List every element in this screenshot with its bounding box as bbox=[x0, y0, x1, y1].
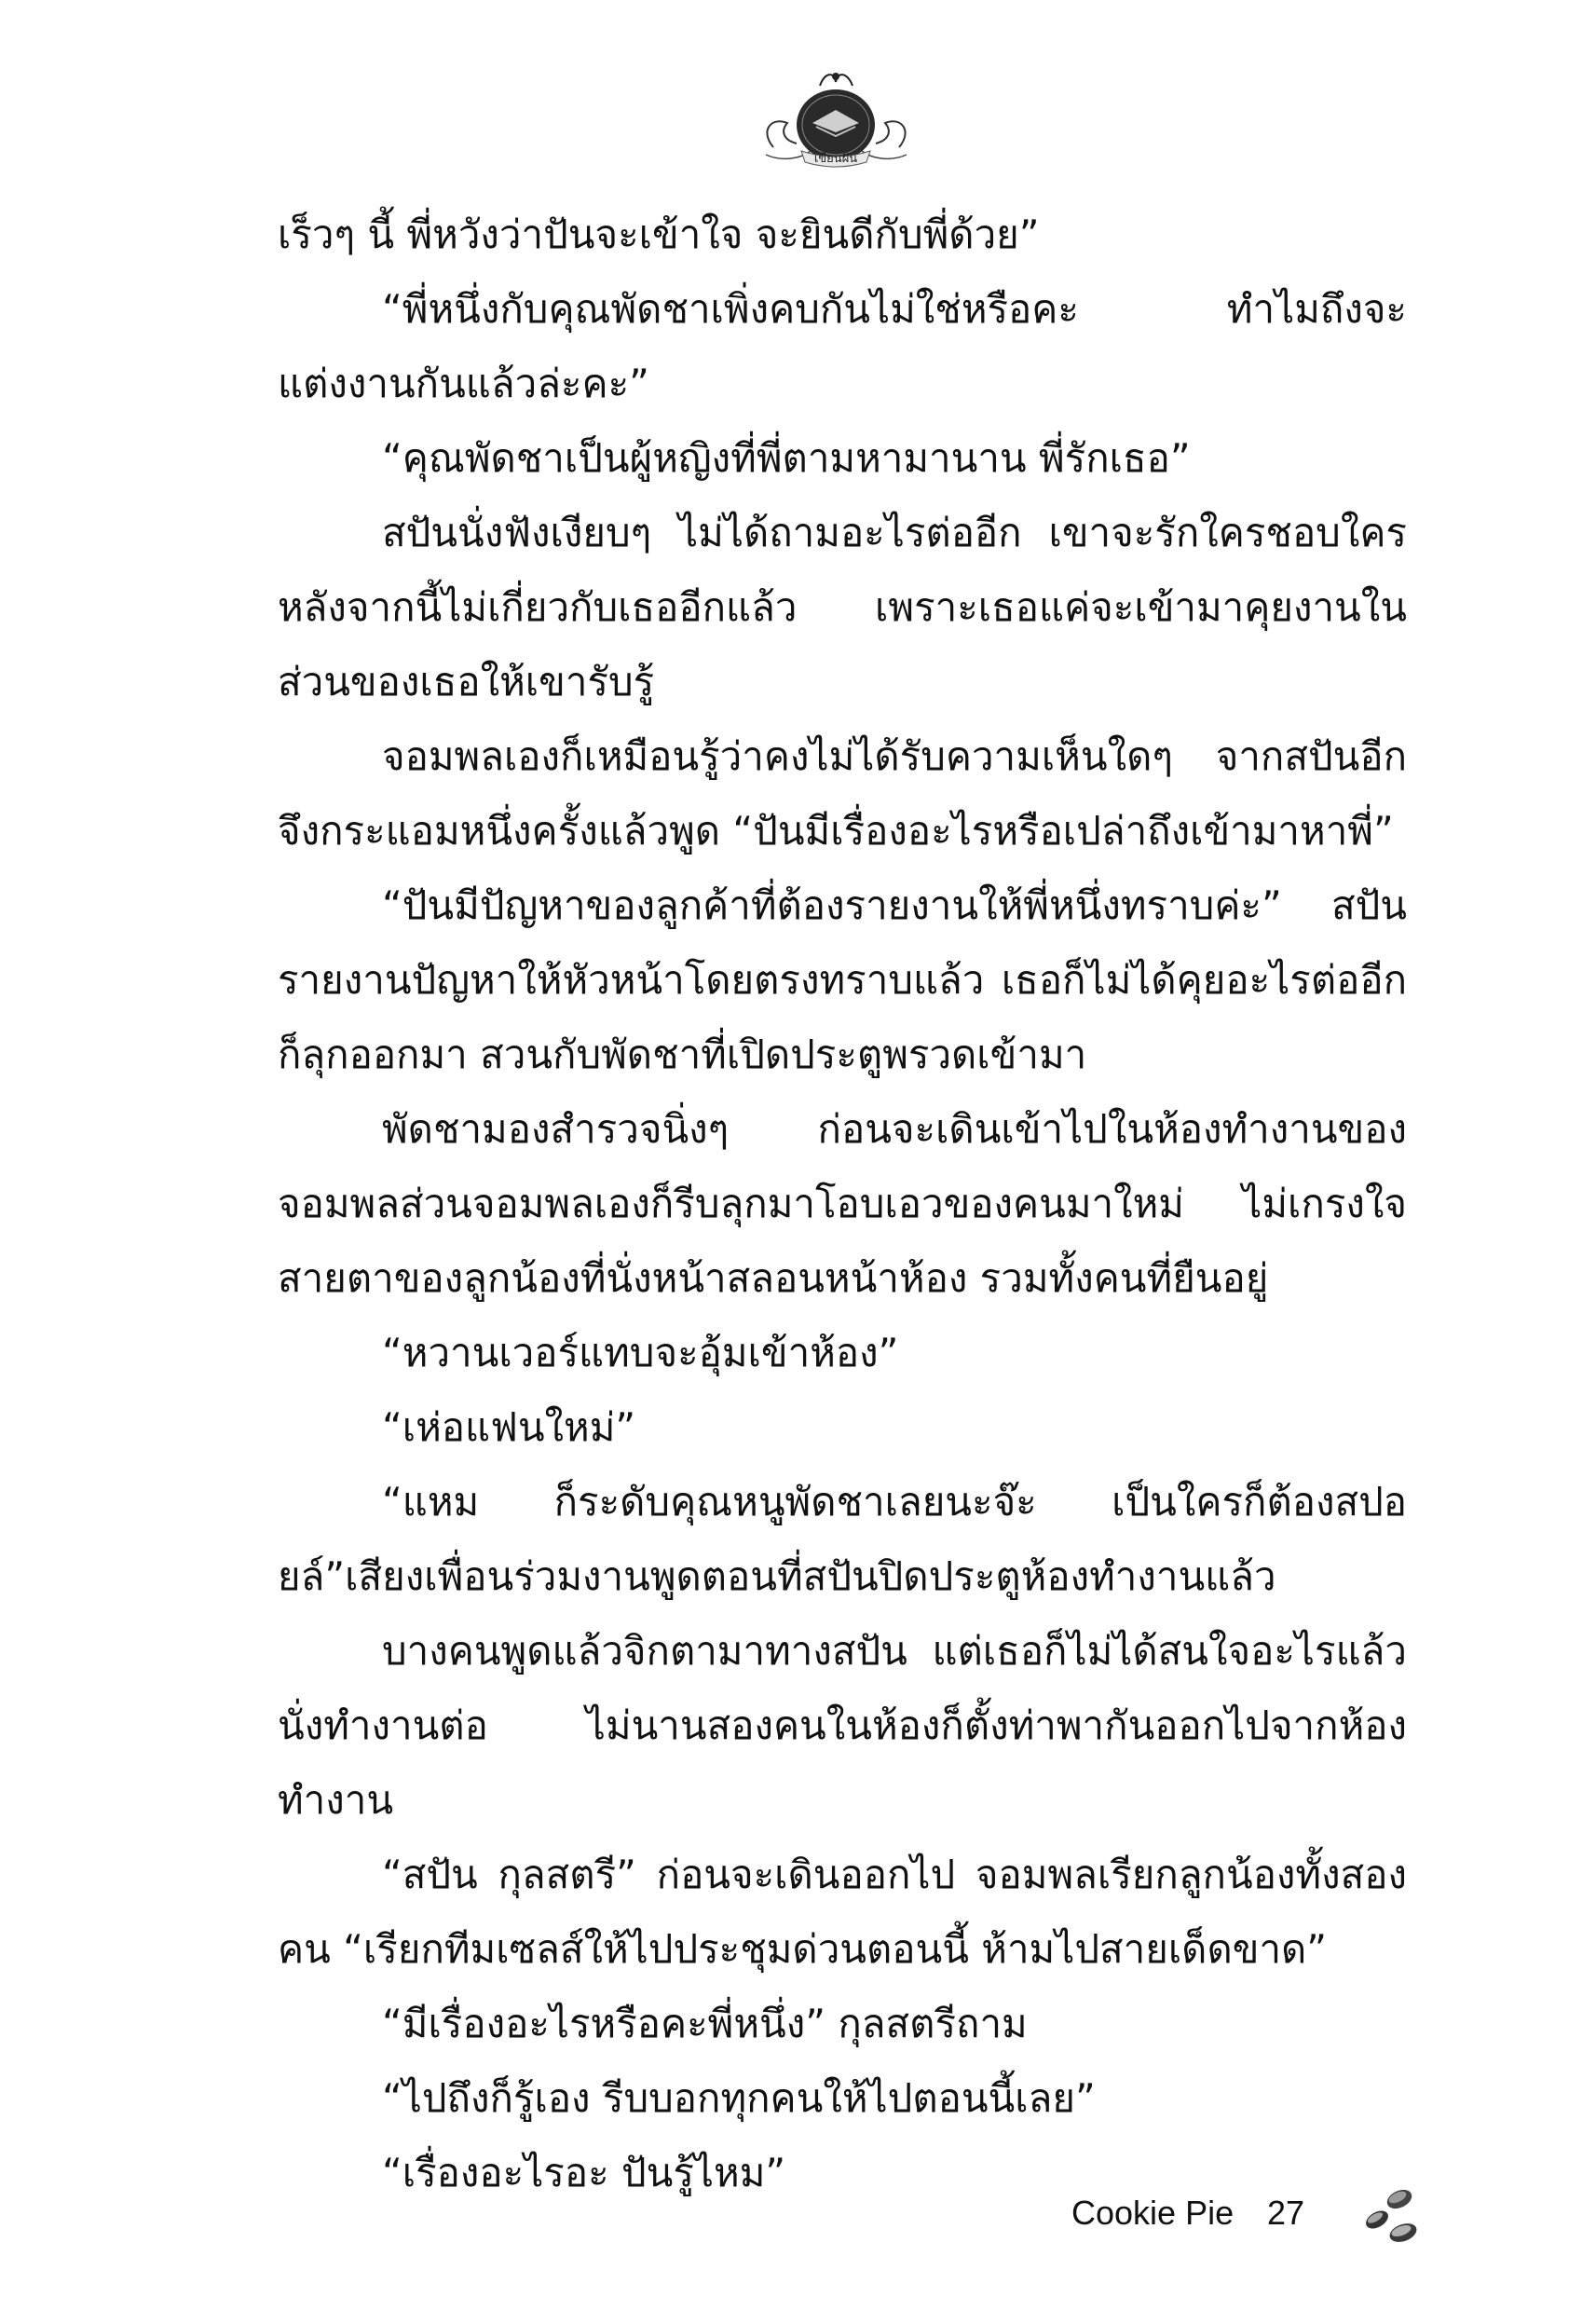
paragraph: “พี่หนึ่งกับคุณพัดชาเพิ่งคบกันไม่ใช่หรือคะ ทำไมถึงจะแต่งงานกันแล้วล่ะคะ” bbox=[278, 286, 1407, 406]
paragraph: “หวานเวอร์แทบจะอุ้มเข้าห้อง” bbox=[382, 1330, 899, 1375]
paragraph: “แหม ก็ระดับคุณหนูพัดชาเลยนะจ๊ะ เป็นใครก็ต้องสปอยล์”เสียงเพื่อนร่วมงานพูดตอนที่สปันปิดประตูห้องทำงานแล้ว bbox=[278, 1479, 1407, 1599]
paragraph: “มีเรื่องอะไรหรือคะพี่หนึ่ง” กุลสตรีถาม bbox=[382, 2001, 1028, 2046]
paragraph: “ไปถึงก็รู้เอง รีบบอกทุกคนให้ไปตอนนี้เลย” bbox=[382, 2075, 1096, 2121]
paragraph: “คุณพัดชาเป็นผู้หญิงที่พี่ตามหามานาน พี่รักเธอ” bbox=[382, 435, 1191, 481]
ornamental-crest-logo bbox=[755, 65, 918, 177]
story-text bbox=[278, 198, 1407, 2210]
paragraph: จอมพลเองก็เหมือนรู้ว่าคงไม่ได้รับความเห็นใดๆ จากสปันอีกจึงกระแอมหนึ่งครั้งแล้วพูด “ปันมีเรื่องอะไรหรือเปล่าถึงเข้ามาหาพี่” bbox=[278, 733, 1407, 854]
paragraph: “เห่อแฟนใหม่” bbox=[382, 1404, 636, 1450]
paragraph: “สปัน กุลสตรี” ก่อนจะเดินออกไป จอมพลเรียกลูกน้องทั้งสองคน “เรียกทีมเซลส์ให้ไปประชุมด่วนตอนนี้ ห้ามไปสายเด็ดขาด” bbox=[278, 1852, 1407, 1972]
paragraph: เร็วๆ นี้ พี่หวังว่าปันจะเข้าใจ จะยินดีกับพี่ด้วย” bbox=[278, 212, 1040, 257]
page-footer bbox=[1071, 2181, 1425, 2255]
logo-text: เขียนฝัน bbox=[813, 152, 858, 166]
book-title: Cookie Pie bbox=[1071, 2194, 1235, 2232]
page-number: 27 bbox=[1267, 2194, 1305, 2232]
paragraph: สปันนั่งฟังเงียบๆ ไม่ได้ถามอะไรต่ออีก เขาจะรักใครชอบใครหลังจากนี้ไม่เกี่ยวกับเธออีกแล้ว เพราะเธอแค่จะเข้ามาคุยงานในส่วนของเธอให้เขารับรู้ bbox=[278, 510, 1407, 704]
cookie-pieces-icon bbox=[1351, 2181, 1425, 2255]
paragraph: “เรื่องอะไรอะ ปันรู้ไหม” bbox=[382, 2150, 786, 2195]
paragraph: “ปันมีปัญหาของลูกค้าที่ต้องรายงานให้พี่หนึ่งทราบค่ะ” สปันรายงานปัญหาให้หัวหน้าโดยตรงทราบแล้ว เธอก็ไม่ได้คุยอะไรต่ออีกก็ลุกออกมา สวนกับพัดชาที่เปิดประตูพรวดเข้ามา bbox=[278, 882, 1407, 1077]
paragraph: พัดชามองสำรวจนิ่งๆ ก่อนจะเดินเข้าไปในห้องทำงานของจอมพลส่วนจอมพลเองก็รีบลุกมาโอบเอวของคนมาใหม่ ไม่เกรงใจสายตาของลูกน้องที่นั่งหน้าสลอนหน้าห้อง รวมทั้งคนที่ยืนอยู่ bbox=[278, 1106, 1407, 1301]
paragraph: บางคนพูดแล้วจิกตามาทางสปัน แต่เธอก็ไม่ได้สนใจอะไรแล้วนั่งทำงานต่อ ไม่นานสองคนในห้องก็ตั้งท่าพากันออกไปจากห้องทำงาน bbox=[278, 1628, 1407, 1823]
